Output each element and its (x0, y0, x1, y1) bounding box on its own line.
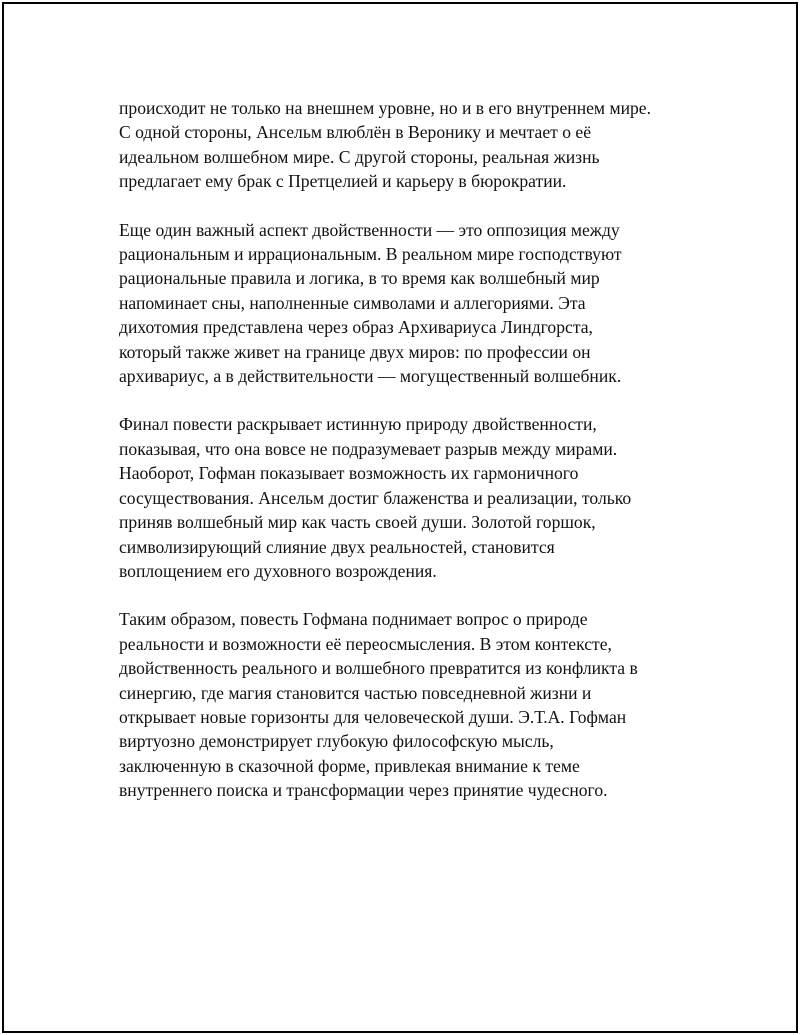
text-line: С одной стороны, Ансельм влюблён в Веронику и мечтает о её (119, 122, 592, 143)
text-line: воплощением его духовного возрождения. (119, 560, 437, 581)
text-line: синергию, где магия становится частью повседневной жизни и (119, 682, 592, 703)
text-line: дихотомия представлена через образ Архивариуса Линдгорста, (119, 317, 593, 338)
text-line: реальности и возможности её переосмысления. В этом контексте, (119, 633, 612, 654)
text-line: Наоборот, Гофман показывает возможность их гармоничного (119, 463, 579, 484)
text-line: показывая, что она вовсе не подразумевает разрыв между мирами. (119, 438, 618, 459)
text-line: который также живет на границе двух миров: по профессии он (119, 341, 591, 362)
text-line: происходит не только на внешнем уровне, но и в его внутреннем мире. (119, 98, 652, 118)
text-line: виртуозно демонстрирует глубокую философскую мысль, (119, 731, 554, 752)
text-line: напоминает сны, наполненные символами и аллегориями. Эта (119, 292, 586, 313)
paragraph-3 (119, 412, 699, 583)
text-line: идеальном волшебном мире. С другой стороны, реальная жизнь (119, 146, 600, 167)
text-line: открывает новые горизонты для человеческой души. Э.Т.А. Гофман (119, 706, 627, 727)
document-body (119, 96, 699, 827)
text-line: двойственность реального и волшебного превратится из конфликта в (119, 658, 638, 679)
text-line: рациональным и иррациональным. В реальном мире господствуют (119, 244, 622, 265)
text-line: предлагает ему брак с Претцелией и карьеру в бюрократии. (119, 171, 567, 192)
text-line: архивариус, а в действительности — могущественный волшебник. (119, 366, 622, 387)
document-page (2, 2, 798, 1033)
paragraph-2 (119, 218, 699, 389)
text-line: Таким образом, повесть Гофмана поднимает вопрос о природе (119, 609, 588, 630)
text-line: внутреннего поиска и трансформации через принятие чудесного. (119, 780, 608, 801)
text-line: символизирующий слияние двух реальностей, становится (119, 536, 555, 557)
text-line: приняв волшебный мир как часть своей души. Золотой горшок, (119, 512, 596, 533)
text-line: заключенную в сказочной форме, привлекая внимание к теме (119, 755, 580, 776)
text-line: сосуществования. Ансельм достиг блаженства и реализации, только (119, 487, 632, 508)
text-line: Еще один важный аспект двойственности — это оппозиция между (119, 219, 620, 240)
text-line: рациональные правила и логика, в то время как волшебный мир (119, 268, 600, 289)
paragraph-1 (119, 96, 699, 194)
paragraph-4 (119, 607, 699, 802)
text-line: Финал повести раскрывает истинную природу двойственности, (119, 414, 597, 435)
